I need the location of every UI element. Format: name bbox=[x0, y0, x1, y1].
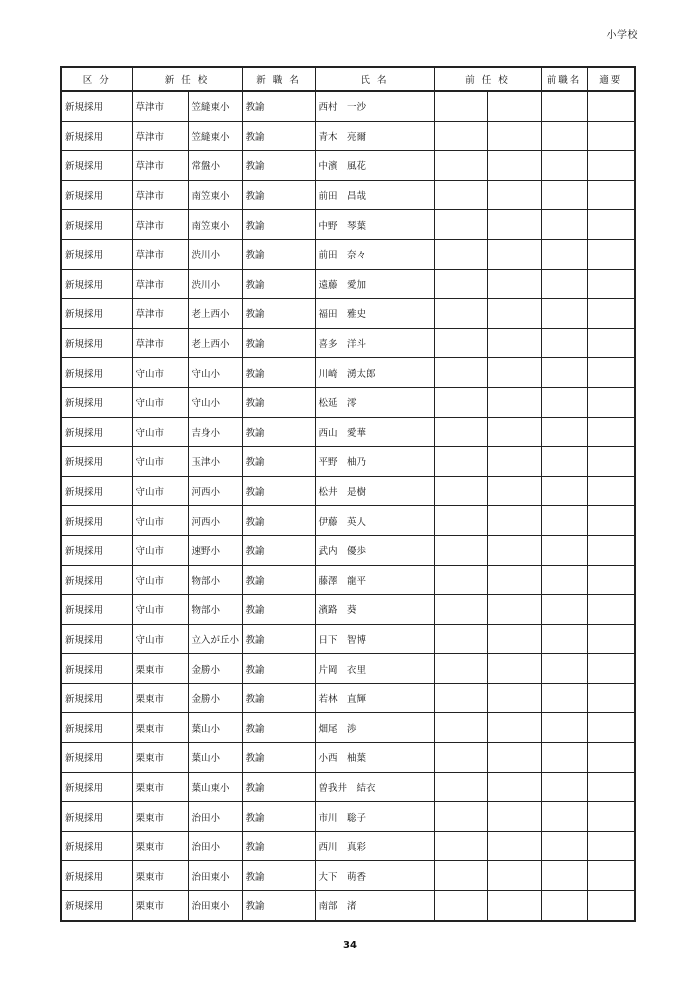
cell-prev-school bbox=[487, 299, 541, 329]
cell-remarks bbox=[587, 506, 635, 536]
cell-position: 教諭 bbox=[242, 802, 315, 832]
cell-city: 栗東市 bbox=[132, 891, 188, 921]
cell-category: 新規採用 bbox=[61, 210, 132, 240]
table-row bbox=[61, 387, 635, 417]
cell-category: 新規採用 bbox=[61, 417, 132, 447]
cell-prev-position bbox=[541, 772, 587, 802]
cell-position: 教諭 bbox=[242, 683, 315, 713]
cell-category: 新規採用 bbox=[61, 831, 132, 861]
cell-prev-school bbox=[487, 328, 541, 358]
cell-remarks bbox=[587, 772, 635, 802]
cell-city: 草津市 bbox=[132, 121, 188, 151]
cell-position: 教諭 bbox=[242, 151, 315, 181]
cell-category: 新規採用 bbox=[61, 891, 132, 921]
cell-city: 守山市 bbox=[132, 506, 188, 536]
table-row bbox=[61, 713, 635, 743]
cell-remarks bbox=[587, 624, 635, 654]
cell-prev-school bbox=[487, 358, 541, 388]
cell-prev-city bbox=[434, 91, 487, 121]
cell-school: 玉津小 bbox=[188, 447, 242, 477]
cell-name: 大下 萌香 bbox=[315, 861, 434, 891]
cell-city: 守山市 bbox=[132, 387, 188, 417]
cell-remarks bbox=[587, 151, 635, 181]
cell-prev-city bbox=[434, 269, 487, 299]
cell-position: 教諭 bbox=[242, 772, 315, 802]
cell-prev-school bbox=[487, 180, 541, 210]
table-row bbox=[61, 358, 635, 388]
cell-city: 守山市 bbox=[132, 535, 188, 565]
cell-prev-position bbox=[541, 417, 587, 447]
cell-position: 教諭 bbox=[242, 387, 315, 417]
header-prev-position: 前職名 bbox=[541, 67, 587, 91]
cell-prev-school bbox=[487, 210, 541, 240]
personnel-table bbox=[60, 66, 636, 922]
cell-city: 守山市 bbox=[132, 417, 188, 447]
cell-prev-school bbox=[487, 624, 541, 654]
cell-remarks bbox=[587, 121, 635, 151]
cell-name: 平野 柚乃 bbox=[315, 447, 434, 477]
cell-name: 遠藤 愛加 bbox=[315, 269, 434, 299]
cell-position: 教諭 bbox=[242, 743, 315, 773]
cell-prev-city bbox=[434, 417, 487, 447]
cell-school: 南笠東小 bbox=[188, 180, 242, 210]
cell-prev-city bbox=[434, 565, 487, 595]
cell-prev-position bbox=[541, 891, 587, 921]
cell-category: 新規採用 bbox=[61, 624, 132, 654]
cell-name: 藤澤 龍平 bbox=[315, 565, 434, 595]
cell-category: 新規採用 bbox=[61, 180, 132, 210]
cell-prev-school bbox=[487, 121, 541, 151]
cell-prev-position bbox=[541, 269, 587, 299]
cell-school: 老上西小 bbox=[188, 328, 242, 358]
cell-prev-school bbox=[487, 654, 541, 684]
page-number: 34 bbox=[343, 940, 357, 951]
cell-school: 笠縫東小 bbox=[188, 91, 242, 121]
table-row bbox=[61, 210, 635, 240]
cell-position: 教諭 bbox=[242, 624, 315, 654]
cell-prev-city bbox=[434, 121, 487, 151]
cell-category: 新規採用 bbox=[61, 299, 132, 329]
cell-category: 新規採用 bbox=[61, 654, 132, 684]
cell-prev-city bbox=[434, 239, 487, 269]
cell-city: 守山市 bbox=[132, 624, 188, 654]
cell-prev-city bbox=[434, 210, 487, 240]
cell-remarks bbox=[587, 683, 635, 713]
cell-prev-school bbox=[487, 506, 541, 536]
cell-name: 西村 一沙 bbox=[315, 91, 434, 121]
cell-prev-city bbox=[434, 506, 487, 536]
cell-prev-city bbox=[434, 151, 487, 181]
cell-position: 教諭 bbox=[242, 595, 315, 625]
cell-category: 新規採用 bbox=[61, 713, 132, 743]
cell-category: 新規採用 bbox=[61, 506, 132, 536]
school-type-label: 小学校 bbox=[606, 30, 638, 41]
cell-position: 教諭 bbox=[242, 506, 315, 536]
cell-name: 松井 是樹 bbox=[315, 476, 434, 506]
cell-name: 青木 亮爾 bbox=[315, 121, 434, 151]
cell-school: 葉山小 bbox=[188, 743, 242, 773]
table-row bbox=[61, 476, 635, 506]
cell-category: 新規採用 bbox=[61, 328, 132, 358]
cell-name: 前田 奈々 bbox=[315, 239, 434, 269]
cell-prev-position bbox=[541, 861, 587, 891]
cell-prev-school bbox=[487, 683, 541, 713]
table-row bbox=[61, 624, 635, 654]
table-row bbox=[61, 121, 635, 151]
cell-name: 武内 優歩 bbox=[315, 535, 434, 565]
cell-city: 草津市 bbox=[132, 299, 188, 329]
cell-city: 栗東市 bbox=[132, 743, 188, 773]
cell-prev-position bbox=[541, 831, 587, 861]
cell-category: 新規採用 bbox=[61, 121, 132, 151]
table-row bbox=[61, 565, 635, 595]
cell-remarks bbox=[587, 476, 635, 506]
cell-remarks bbox=[587, 358, 635, 388]
cell-prev-city bbox=[434, 743, 487, 773]
cell-prev-position bbox=[541, 476, 587, 506]
header-name: 氏 名 bbox=[315, 67, 434, 91]
cell-city: 栗東市 bbox=[132, 683, 188, 713]
cell-category: 新規採用 bbox=[61, 861, 132, 891]
cell-position: 教諭 bbox=[242, 91, 315, 121]
cell-position: 教諭 bbox=[242, 121, 315, 151]
cell-prev-position bbox=[541, 535, 587, 565]
cell-remarks bbox=[587, 802, 635, 832]
cell-school: 南笠東小 bbox=[188, 210, 242, 240]
cell-prev-position bbox=[541, 121, 587, 151]
cell-prev-school bbox=[487, 151, 541, 181]
table-row bbox=[61, 654, 635, 684]
cell-name: 西川 真彩 bbox=[315, 831, 434, 861]
table-row bbox=[61, 802, 635, 832]
cell-remarks bbox=[587, 891, 635, 921]
cell-school: 河西小 bbox=[188, 506, 242, 536]
cell-school: 物部小 bbox=[188, 565, 242, 595]
cell-remarks bbox=[587, 387, 635, 417]
cell-prev-city bbox=[434, 772, 487, 802]
table-row bbox=[61, 447, 635, 477]
cell-school: 守山小 bbox=[188, 358, 242, 388]
cell-prev-school bbox=[487, 565, 541, 595]
cell-prev-city bbox=[434, 595, 487, 625]
table-row bbox=[61, 180, 635, 210]
header-new-school: 新 任 校 bbox=[132, 67, 242, 91]
cell-city: 栗東市 bbox=[132, 861, 188, 891]
cell-prev-school bbox=[487, 891, 541, 921]
header-prev-school: 前 任 校 bbox=[434, 67, 541, 91]
cell-prev-city bbox=[434, 891, 487, 921]
table-row bbox=[61, 595, 635, 625]
cell-remarks bbox=[587, 210, 635, 240]
cell-name: 中濱 風花 bbox=[315, 151, 434, 181]
cell-school: 守山小 bbox=[188, 387, 242, 417]
cell-school: 常盤小 bbox=[188, 151, 242, 181]
cell-position: 教諭 bbox=[242, 239, 315, 269]
cell-school: 治田小 bbox=[188, 831, 242, 861]
cell-prev-school bbox=[487, 595, 541, 625]
cell-prev-school bbox=[487, 861, 541, 891]
cell-prev-city bbox=[434, 447, 487, 477]
table-row bbox=[61, 239, 635, 269]
table-row bbox=[61, 269, 635, 299]
cell-name: 喜多 洋斗 bbox=[315, 328, 434, 358]
cell-city: 栗東市 bbox=[132, 713, 188, 743]
cell-name: 小西 柚葉 bbox=[315, 743, 434, 773]
cell-remarks bbox=[587, 743, 635, 773]
cell-school: 葉山東小 bbox=[188, 772, 242, 802]
cell-school: 治田東小 bbox=[188, 861, 242, 891]
cell-prev-city bbox=[434, 861, 487, 891]
cell-category: 新規採用 bbox=[61, 595, 132, 625]
cell-city: 草津市 bbox=[132, 91, 188, 121]
cell-remarks bbox=[587, 535, 635, 565]
cell-prev-position bbox=[541, 328, 587, 358]
cell-city: 草津市 bbox=[132, 269, 188, 299]
cell-school: 速野小 bbox=[188, 535, 242, 565]
cell-position: 教諭 bbox=[242, 269, 315, 299]
cell-city: 草津市 bbox=[132, 210, 188, 240]
cell-city: 草津市 bbox=[132, 328, 188, 358]
cell-prev-city bbox=[434, 831, 487, 861]
cell-category: 新規採用 bbox=[61, 802, 132, 832]
cell-city: 守山市 bbox=[132, 595, 188, 625]
cell-prev-city bbox=[434, 299, 487, 329]
cell-prev-position bbox=[541, 151, 587, 181]
cell-prev-school bbox=[487, 417, 541, 447]
cell-school: 金勝小 bbox=[188, 654, 242, 684]
table-row bbox=[61, 772, 635, 802]
cell-city: 守山市 bbox=[132, 358, 188, 388]
cell-school: 老上西小 bbox=[188, 299, 242, 329]
cell-remarks bbox=[587, 447, 635, 477]
cell-school: 渋川小 bbox=[188, 239, 242, 269]
table-header-row bbox=[61, 67, 635, 91]
cell-position: 教諭 bbox=[242, 328, 315, 358]
cell-prev-school bbox=[487, 831, 541, 861]
table-body bbox=[61, 91, 635, 921]
cell-city: 栗東市 bbox=[132, 772, 188, 802]
cell-school: 渋川小 bbox=[188, 269, 242, 299]
cell-prev-position bbox=[541, 565, 587, 595]
table-row bbox=[61, 506, 635, 536]
cell-position: 教諭 bbox=[242, 861, 315, 891]
cell-prev-city bbox=[434, 713, 487, 743]
cell-category: 新規採用 bbox=[61, 683, 132, 713]
cell-prev-position bbox=[541, 299, 587, 329]
cell-remarks bbox=[587, 861, 635, 891]
cell-category: 新規採用 bbox=[61, 535, 132, 565]
table-row bbox=[61, 743, 635, 773]
cell-remarks bbox=[587, 595, 635, 625]
table-row bbox=[61, 891, 635, 921]
cell-position: 教諭 bbox=[242, 447, 315, 477]
cell-prev-city bbox=[434, 535, 487, 565]
cell-prev-city bbox=[434, 476, 487, 506]
cell-prev-school bbox=[487, 476, 541, 506]
table-row bbox=[61, 831, 635, 861]
cell-prev-position bbox=[541, 743, 587, 773]
cell-school: 金勝小 bbox=[188, 683, 242, 713]
table-row bbox=[61, 299, 635, 329]
cell-school: 治田東小 bbox=[188, 891, 242, 921]
cell-category: 新規採用 bbox=[61, 743, 132, 773]
cell-prev-school bbox=[487, 535, 541, 565]
cell-position: 教諭 bbox=[242, 358, 315, 388]
cell-city: 守山市 bbox=[132, 565, 188, 595]
cell-prev-position bbox=[541, 595, 587, 625]
cell-prev-school bbox=[487, 772, 541, 802]
cell-city: 守山市 bbox=[132, 447, 188, 477]
cell-category: 新規採用 bbox=[61, 447, 132, 477]
cell-city: 栗東市 bbox=[132, 654, 188, 684]
header-category: 区 分 bbox=[61, 67, 132, 91]
cell-name: 西山 愛華 bbox=[315, 417, 434, 447]
cell-school: 葉山小 bbox=[188, 713, 242, 743]
table-row bbox=[61, 535, 635, 565]
table-row bbox=[61, 151, 635, 181]
table-row bbox=[61, 91, 635, 121]
cell-prev-city bbox=[434, 802, 487, 832]
cell-remarks bbox=[587, 269, 635, 299]
cell-prev-position bbox=[541, 180, 587, 210]
cell-prev-city bbox=[434, 328, 487, 358]
cell-category: 新規採用 bbox=[61, 358, 132, 388]
cell-category: 新規採用 bbox=[61, 565, 132, 595]
cell-position: 教諭 bbox=[242, 831, 315, 861]
cell-prev-position bbox=[541, 387, 587, 417]
cell-prev-school bbox=[487, 802, 541, 832]
cell-prev-position bbox=[541, 358, 587, 388]
cell-position: 教諭 bbox=[242, 476, 315, 506]
cell-name: 若林 直輝 bbox=[315, 683, 434, 713]
cell-prev-school bbox=[487, 91, 541, 121]
cell-city: 守山市 bbox=[132, 476, 188, 506]
cell-prev-position bbox=[541, 713, 587, 743]
cell-position: 教諭 bbox=[242, 891, 315, 921]
cell-remarks bbox=[587, 180, 635, 210]
cell-prev-school bbox=[487, 269, 541, 299]
cell-school: 吉身小 bbox=[188, 417, 242, 447]
cell-prev-city bbox=[434, 387, 487, 417]
cell-city: 栗東市 bbox=[132, 831, 188, 861]
cell-remarks bbox=[587, 654, 635, 684]
cell-category: 新規採用 bbox=[61, 239, 132, 269]
cell-name: 川崎 湧太郎 bbox=[315, 358, 434, 388]
cell-remarks bbox=[587, 328, 635, 358]
cell-remarks bbox=[587, 299, 635, 329]
cell-prev-city bbox=[434, 654, 487, 684]
cell-remarks bbox=[587, 239, 635, 269]
cell-name: 市川 聡子 bbox=[315, 802, 434, 832]
cell-category: 新規採用 bbox=[61, 91, 132, 121]
cell-name: 畑尾 渉 bbox=[315, 713, 434, 743]
cell-prev-position bbox=[541, 239, 587, 269]
cell-prev-school bbox=[487, 713, 541, 743]
cell-prev-school bbox=[487, 743, 541, 773]
cell-prev-school bbox=[487, 447, 541, 477]
cell-school: 河西小 bbox=[188, 476, 242, 506]
cell-position: 教諭 bbox=[242, 654, 315, 684]
cell-remarks bbox=[587, 713, 635, 743]
cell-name: 日下 智博 bbox=[315, 624, 434, 654]
cell-name: 中野 琴葉 bbox=[315, 210, 434, 240]
table-row bbox=[61, 417, 635, 447]
cell-prev-position bbox=[541, 506, 587, 536]
cell-prev-city bbox=[434, 624, 487, 654]
cell-remarks bbox=[587, 831, 635, 861]
cell-position: 教諭 bbox=[242, 210, 315, 240]
cell-prev-position bbox=[541, 91, 587, 121]
cell-city: 草津市 bbox=[132, 180, 188, 210]
cell-city: 草津市 bbox=[132, 151, 188, 181]
cell-school: 立入が丘小 bbox=[188, 624, 242, 654]
cell-category: 新規採用 bbox=[61, 269, 132, 299]
cell-prev-school bbox=[487, 387, 541, 417]
header-remarks: 適要 bbox=[587, 67, 635, 91]
cell-prev-city bbox=[434, 683, 487, 713]
cell-position: 教諭 bbox=[242, 180, 315, 210]
cell-prev-position bbox=[541, 447, 587, 477]
cell-name: 福田 雅史 bbox=[315, 299, 434, 329]
cell-position: 教諭 bbox=[242, 535, 315, 565]
cell-prev-position bbox=[541, 683, 587, 713]
cell-category: 新規採用 bbox=[61, 387, 132, 417]
table-row bbox=[61, 328, 635, 358]
cell-position: 教諭 bbox=[242, 417, 315, 447]
cell-name: 伊藤 英人 bbox=[315, 506, 434, 536]
table-row bbox=[61, 861, 635, 891]
cell-prev-position bbox=[541, 802, 587, 832]
cell-position: 教諭 bbox=[242, 565, 315, 595]
cell-prev-school bbox=[487, 239, 541, 269]
cell-prev-city bbox=[434, 180, 487, 210]
cell-name: 片岡 衣里 bbox=[315, 654, 434, 684]
cell-category: 新規採用 bbox=[61, 772, 132, 802]
cell-category: 新規採用 bbox=[61, 476, 132, 506]
cell-prev-position bbox=[541, 654, 587, 684]
table-row bbox=[61, 683, 635, 713]
cell-school: 笠縫東小 bbox=[188, 121, 242, 151]
cell-school: 治田小 bbox=[188, 802, 242, 832]
cell-name: 曽我井 結衣 bbox=[315, 772, 434, 802]
cell-prev-position bbox=[541, 624, 587, 654]
cell-position: 教諭 bbox=[242, 299, 315, 329]
cell-remarks bbox=[587, 417, 635, 447]
cell-city: 栗東市 bbox=[132, 802, 188, 832]
cell-prev-position bbox=[541, 210, 587, 240]
header-new-position: 新 職 名 bbox=[242, 67, 315, 91]
cell-school: 物部小 bbox=[188, 595, 242, 625]
cell-name: 濱路 葵 bbox=[315, 595, 434, 625]
cell-prev-city bbox=[434, 358, 487, 388]
cell-remarks bbox=[587, 565, 635, 595]
cell-name: 松延 澪 bbox=[315, 387, 434, 417]
cell-remarks bbox=[587, 91, 635, 121]
cell-position: 教諭 bbox=[242, 713, 315, 743]
cell-name: 南部 渚 bbox=[315, 891, 434, 921]
cell-city: 草津市 bbox=[132, 239, 188, 269]
cell-category: 新規採用 bbox=[61, 151, 132, 181]
cell-name: 前田 昌哉 bbox=[315, 180, 434, 210]
